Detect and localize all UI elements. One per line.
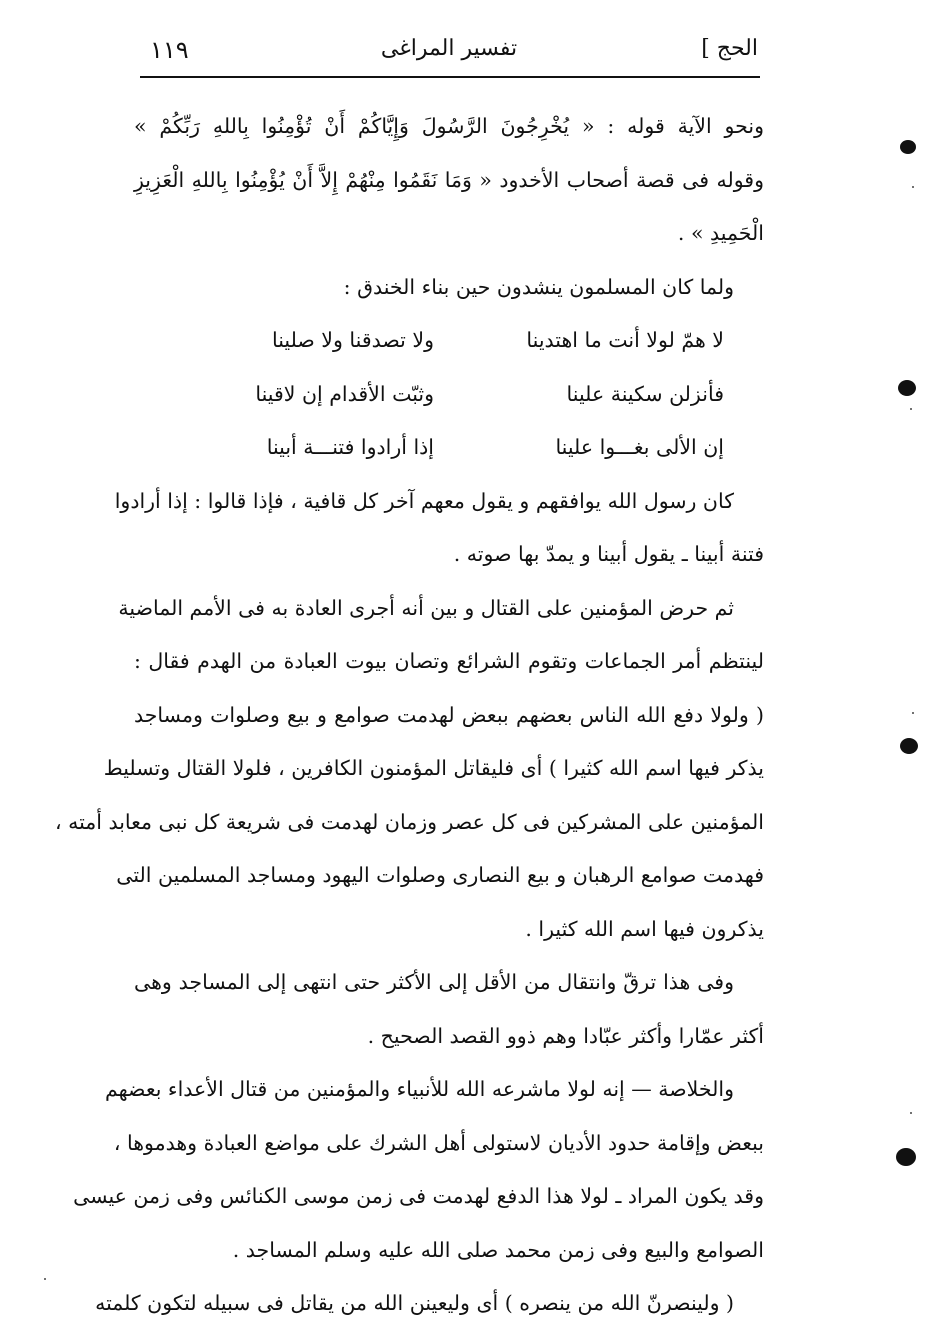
hemistich-first: لا همّ لولا أنت ما اهتدينا	[526, 328, 724, 352]
hemistich-first: فأنزلن سكينة علينا	[566, 381, 724, 406]
running-header	[140, 36, 758, 70]
text-line: يذكر فيها اسم الله كثيرا ) أى فليقاتل المؤمنون الكافرين ، فلولا القتال وتسليط	[103, 756, 764, 780]
scan-speck	[900, 738, 918, 754]
text-line: كان رسول الله يوافقهم و يقول معهم آخر كل قافية ، فإذا قالوا : إذا أرادوا	[114, 488, 734, 513]
scan-dot	[912, 186, 914, 188]
body-text	[54, 100, 764, 1331]
scan-dot	[912, 712, 914, 714]
poem-verse	[134, 314, 764, 368]
text-line: لينتظم أمر الجماعات وتقوم الشرائع وتصان بيوت العبادة من الهدم فقال :	[134, 649, 764, 673]
book-title: تفسير المراغى	[380, 36, 518, 61]
text-line: وقوله فى قصة أصحاب الأخدود « وَمَا نَقَمُوا مِنْهُمْ إِلاَّ أَنْ يُؤْمِنُوا بِاللهِ الْعَزِيزِ	[134, 167, 764, 192]
text-line: والخلاصة — إنه لولا ماشرعه الله للأنبياء والمؤمنين من قتال الأعداء بعضهم	[104, 1077, 734, 1101]
page-number: ١١٩	[150, 36, 189, 64]
text-line: ببعض وإقامة حدود الأديان لاستولى أهل الشرك على مواضع العبادة وهدموها ،	[113, 1130, 764, 1155]
text-line: ونحو الآية قوله : « يُخْرِجُونَ الرَّسُولَ وَإِيَّاكُمْ أَنْ تُؤْمِنُوا بِاللهِ رَبِّكُمْ »	[134, 114, 764, 138]
text-line: ولما كان المسلمون ينشدون حين بناء الخندق :	[343, 274, 734, 299]
text-line: الْحَمِيدِ » .	[677, 221, 764, 245]
text-line: ثم حرض المؤمنين على القتال و بين أنه أجرى العادة به فى الأمم الماضية	[118, 595, 734, 620]
hemistich-second: إذا أرادوا فتنـــة أبينا	[266, 435, 434, 459]
header-rule	[140, 76, 760, 78]
text-line: وقد يكون المراد ـ لولا هذا الدفع لهدمت فى زمن موسى الكنائس وفى زمن عيسى	[73, 1184, 764, 1208]
scan-dot	[910, 408, 912, 410]
scan-speck	[898, 380, 916, 396]
scan-dot	[910, 1112, 912, 1114]
hemistich-second: ولا تصدقنا ولا صلينا	[271, 328, 434, 352]
text-line: يذكرون فيها اسم الله كثيرا .	[525, 916, 764, 941]
scan-speck	[900, 140, 916, 154]
text-line: ( ولولا دفع الله الناس بعضهم ببعض لهدمت صوامع و بيع وصلوات ومساجد	[134, 702, 764, 727]
text-line: فتنة أبينا ـ يقول أبينا و يمدّ بها صوته .	[453, 542, 764, 566]
poem-verse	[134, 368, 764, 422]
text-line: الصوامع والبيع وفى زمن محمد صلى الله عليه وسلم المساجد .	[232, 1237, 764, 1262]
text-line: المؤمنين على المشركين فى كل عصر وزمان لهدمت فى شريعة كل نبى معابد أمته ،	[54, 809, 764, 834]
text-line: وفى هذا ترقّ وانتقال من الأقل إلى الأكثر حتى انتهى إلى المساجد وهى	[134, 970, 734, 994]
surah-name: الحج ]	[701, 36, 758, 61]
text-line: فهدمت صوامع الرهبان و بيع النصارى وصلوات اليهود ومساجد المسلمين التى	[116, 863, 764, 887]
scan-speck	[896, 1148, 916, 1166]
text-line: أكثر عمّارا وأكثر عبّادا وهم ذوو القصد الصحيح .	[367, 1023, 764, 1048]
hemistich-second: وثبّت الأقدام إن لاقينا	[255, 381, 434, 406]
poem-verse	[134, 421, 764, 475]
hemistich-first: إن الألى بغـــوا علينا	[555, 435, 724, 459]
scan-dot	[44, 1278, 46, 1280]
text-line: ( ولينصرنّ الله من ينصره ) أى وليعينن الله من يقاتل فى سبيله لتكون كلمته	[95, 1291, 734, 1315]
